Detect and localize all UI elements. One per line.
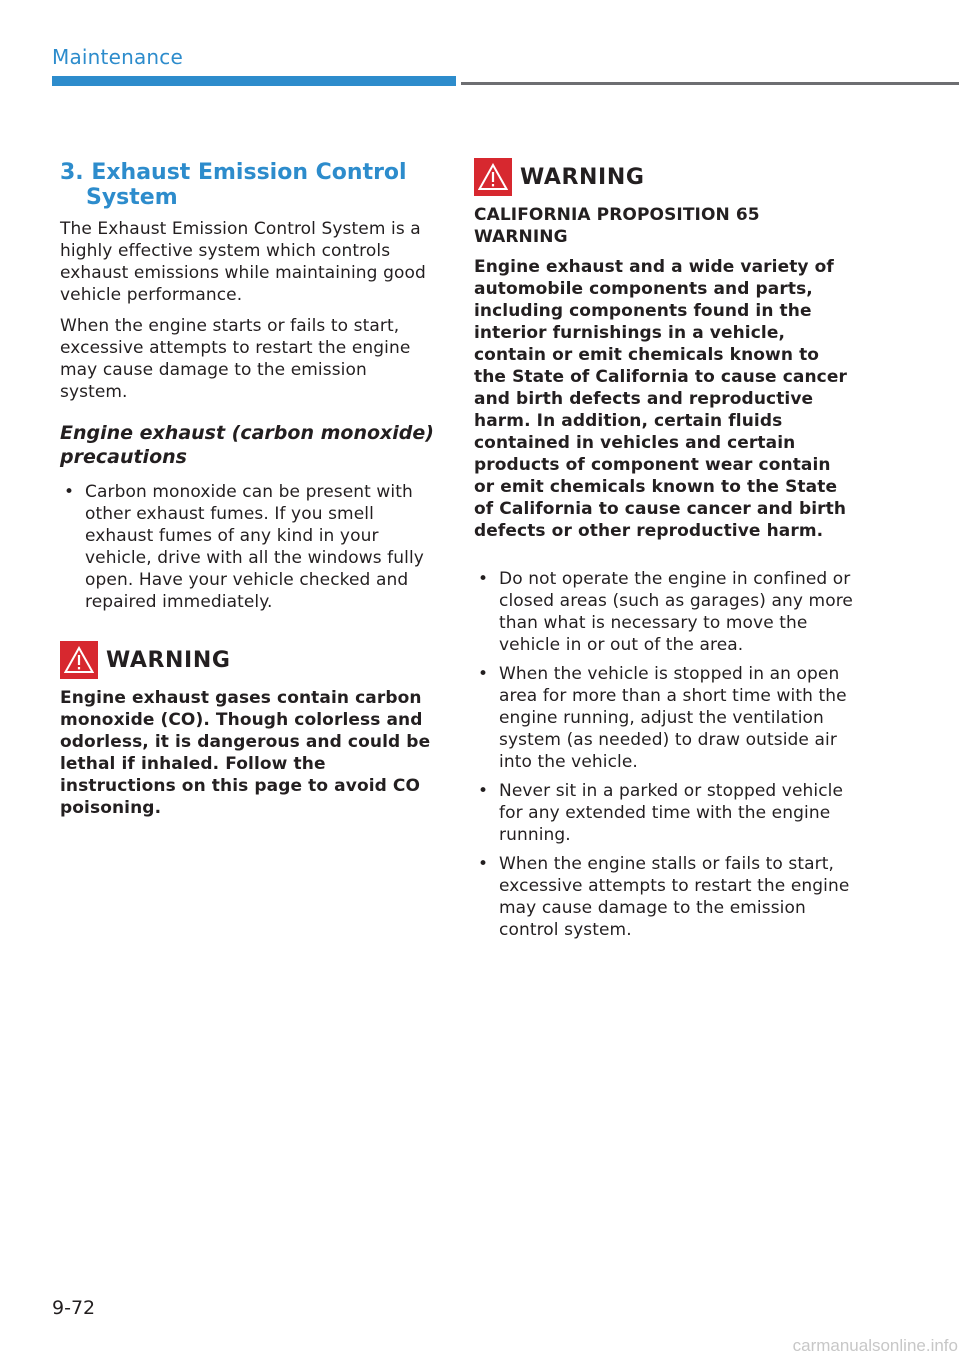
list-item: • Never sit in a parked or stopped vehicle for any extended time with the engine running. bbox=[478, 781, 844, 845]
bullet-icon: • bbox=[64, 482, 75, 502]
bullet-icon: • bbox=[478, 854, 489, 874]
warning-text: Engine exhaust and a wide variety of automobile components and parts, including components found in the interior furnishings in a vehicle, contain or emit chemicals known to the State of California to cause cancer and birth defects and reproductive harm. In addition, certain fluids contained in vehicles and certain products of component wear contain or emit chemicals known to the State of California to cause cancer and birth defects or other reproductive harm. bbox=[474, 257, 847, 541]
watermark: carmanualsonline.info bbox=[792, 1336, 958, 1355]
bullet-icon: • bbox=[478, 664, 489, 684]
list-item: • When the engine stalls or fails to start, excessive attempts to restart the engine may cause damage to the emission control system. bbox=[478, 854, 850, 940]
bullet-icon: • bbox=[478, 569, 489, 589]
bullet-icon: • bbox=[478, 781, 489, 801]
warning-heading: CALIFORNIA PROPOSITION 65 WARNING bbox=[474, 205, 760, 247]
page-number: 9-72 bbox=[52, 1297, 96, 1319]
warning-triangle-icon bbox=[60, 641, 98, 679]
header-rule bbox=[461, 82, 959, 85]
intro-paragraph: The Exhaust Emission Control System is a highly effective system which controls exhaust emissions while maintaining good vehicle performance. bbox=[60, 219, 426, 305]
subsection-title: Engine exhaust (carbon monoxide) precautions bbox=[60, 422, 434, 468]
warning-header bbox=[474, 158, 854, 196]
page-section-header: Maintenance bbox=[52, 45, 183, 69]
left-column bbox=[60, 160, 434, 819]
warning-text: Engine exhaust gases contain carbon monoxide (CO). Though colorless and odorless, it is dangerous and could be lethal if inhaled. Follow the instructions on this page to avoid CO poisoning. bbox=[60, 688, 431, 818]
restart-paragraph: When the engine starts or fails to start, excessive attempts to restart the engine may cause damage to the emission system. bbox=[60, 316, 411, 402]
warning-label: WARNING bbox=[520, 164, 645, 190]
list-item: • Do not operate the engine in confined or closed areas (such as garages) any more than what is necessary to move the vehicle in or out of the area. bbox=[478, 569, 853, 655]
list-item: • When the vehicle is stopped in an open area for more than a short time with the engine running, adjust the ventilation system (as needed) to draw outside air into the vehicle. bbox=[478, 664, 847, 772]
warning-label: WARNING bbox=[106, 647, 231, 673]
prop65-warning-box bbox=[474, 158, 854, 542]
section-title: 3. Exhaust Emission Control System bbox=[60, 160, 407, 210]
header-accent-bar bbox=[52, 76, 456, 86]
list-item: • Carbon monoxide can be present with other exhaust fumes. If you smell exhaust fumes of any kind in your vehicle, drive with all the windows fully open. Have your vehicle checked and repaired immediately. bbox=[64, 482, 424, 612]
precautions-list bbox=[60, 481, 434, 613]
right-column bbox=[474, 158, 854, 948]
co-warning-box bbox=[60, 641, 434, 819]
warning-triangle-icon bbox=[474, 158, 512, 196]
exhaust-safety-list bbox=[474, 568, 854, 941]
warning-header bbox=[60, 641, 434, 679]
